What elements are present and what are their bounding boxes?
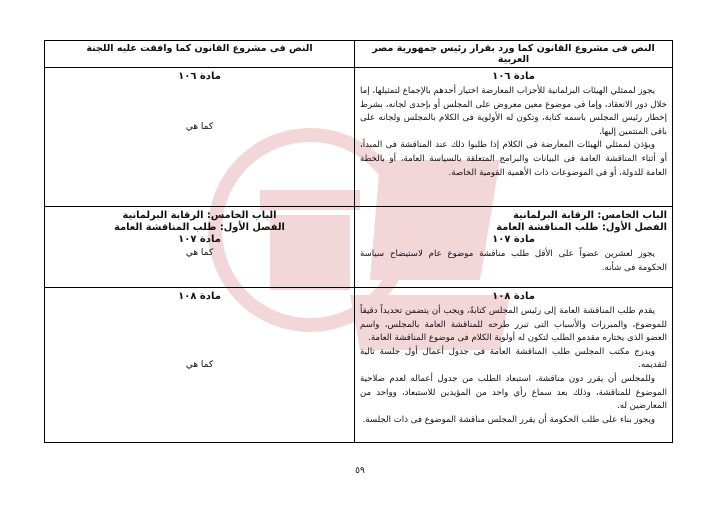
header-right-column: النص فى مشروع القانون كما ورد بقرار رئيس جمهورية مصر العربية	[355, 41, 673, 68]
part-title: الباب الخامس: الرقابة البرلمانية	[122, 210, 277, 221]
part-title: الباب الخامس: الرقابة البرلمانية	[513, 210, 667, 221]
article-paragraph: يجوز لعشرين عضواً على الأقل طلب مناقشة موضوع عام لاستيضاح سياسة الحكومة فى شأنه.	[360, 249, 667, 273]
table-row	[45, 288, 673, 443]
article-paragraph: وللمجلس أن يقرر دون مناقشة، استبعاد الطلب من جدول أعماله لعدم صلاحية الموضوع للمناقشة، وذلك بعد سماع رأي واحد من المؤيدين للاستبعاد، وواحد من المعارضين له.	[360, 373, 667, 412]
as-is-text: كما هي	[185, 248, 214, 258]
header-left-column: النص فى مشروع القانون كما وافقت عليه اللجنة	[45, 41, 355, 68]
right-cell-article-108	[355, 288, 673, 443]
right-cell-article-106	[355, 68, 673, 207]
comparison-table	[44, 40, 673, 443]
table-header-row	[45, 41, 673, 68]
article-paragraph: ويؤذن لممثلي الهيئات المعارضة فى الكلام إذا طلبوا ذلك عند المناقشة فى المبدأ، أو أثناء المناقشة العامة فى البيانات والبرامج المتعلقة بالسياسة العامة، أو بالخطة العامة للدولة، أو فى الموضوعات ذات الأهمية القومية الخاصة.	[360, 140, 667, 178]
table-row	[45, 68, 673, 207]
chapter-title: الفصل الأول: طلب المناقشة العامة	[496, 222, 667, 233]
article-paragraph: ويدرج مكتب المجلس طلب المناقشة العامة فى جدول أعمال أول جلسة تالية لتقديمه.	[360, 346, 667, 371]
left-cell-article-106	[45, 68, 355, 207]
article-title: مادة ١٠٨	[178, 291, 221, 302]
article-paragraph: يقدم طلب المناقشة العامة إلى رئيس المجلس كتابةً، ويجب أن يتضمن تحديداً دقيقاً للموضوع، والمبررات والأسباب التى تبرر طرحه للمناقشة العامة بالمجلس، واسم العضو الذى يختاره مقدمو الطلب لتكون له أولوية الكلام فى موضوع المناقشة العامة.	[360, 306, 667, 344]
article-paragraph: ويجوز بناء على طلب الحكومة أن يقرر المجلس مناقشة الموضوع فى ذات الجلسة.	[362, 414, 655, 425]
as-is-text: كما هي	[185, 122, 214, 132]
page-number: ٥٩	[355, 466, 365, 476]
article-title: مادة ١٠٦	[178, 71, 221, 82]
as-is-text: كما هي	[185, 360, 214, 370]
left-cell-article-107	[45, 207, 355, 288]
article-title: مادة ١٠٧	[178, 234, 221, 245]
right-cell-article-107	[355, 207, 673, 288]
article-title: مادة ١٠٧	[492, 234, 535, 245]
left-cell-article-108	[45, 288, 355, 443]
article-title: مادة ١٠٦	[492, 71, 535, 82]
table-row	[45, 207, 673, 288]
chapter-title: الفصل الأول: طلب المناقشة العامة	[114, 222, 285, 233]
article-title: مادة ١٠٨	[492, 291, 535, 302]
article-paragraph: يجوز لممثلي الهيئات البرلمانية للأحزاب المعارضة اختيار أحدهم بالإجماع لتمثيلها، إما خلال دور الانعقاد، وإما فى موضوع معين معروض على المجلس أو بإحدى لجانه، بشرط إخطار رئيس المجلس باسمه كتابة، وتكون له الأولوية فى الكلام بالمجلس ولجانه على باقى المنتمين إليها.	[360, 86, 667, 137]
